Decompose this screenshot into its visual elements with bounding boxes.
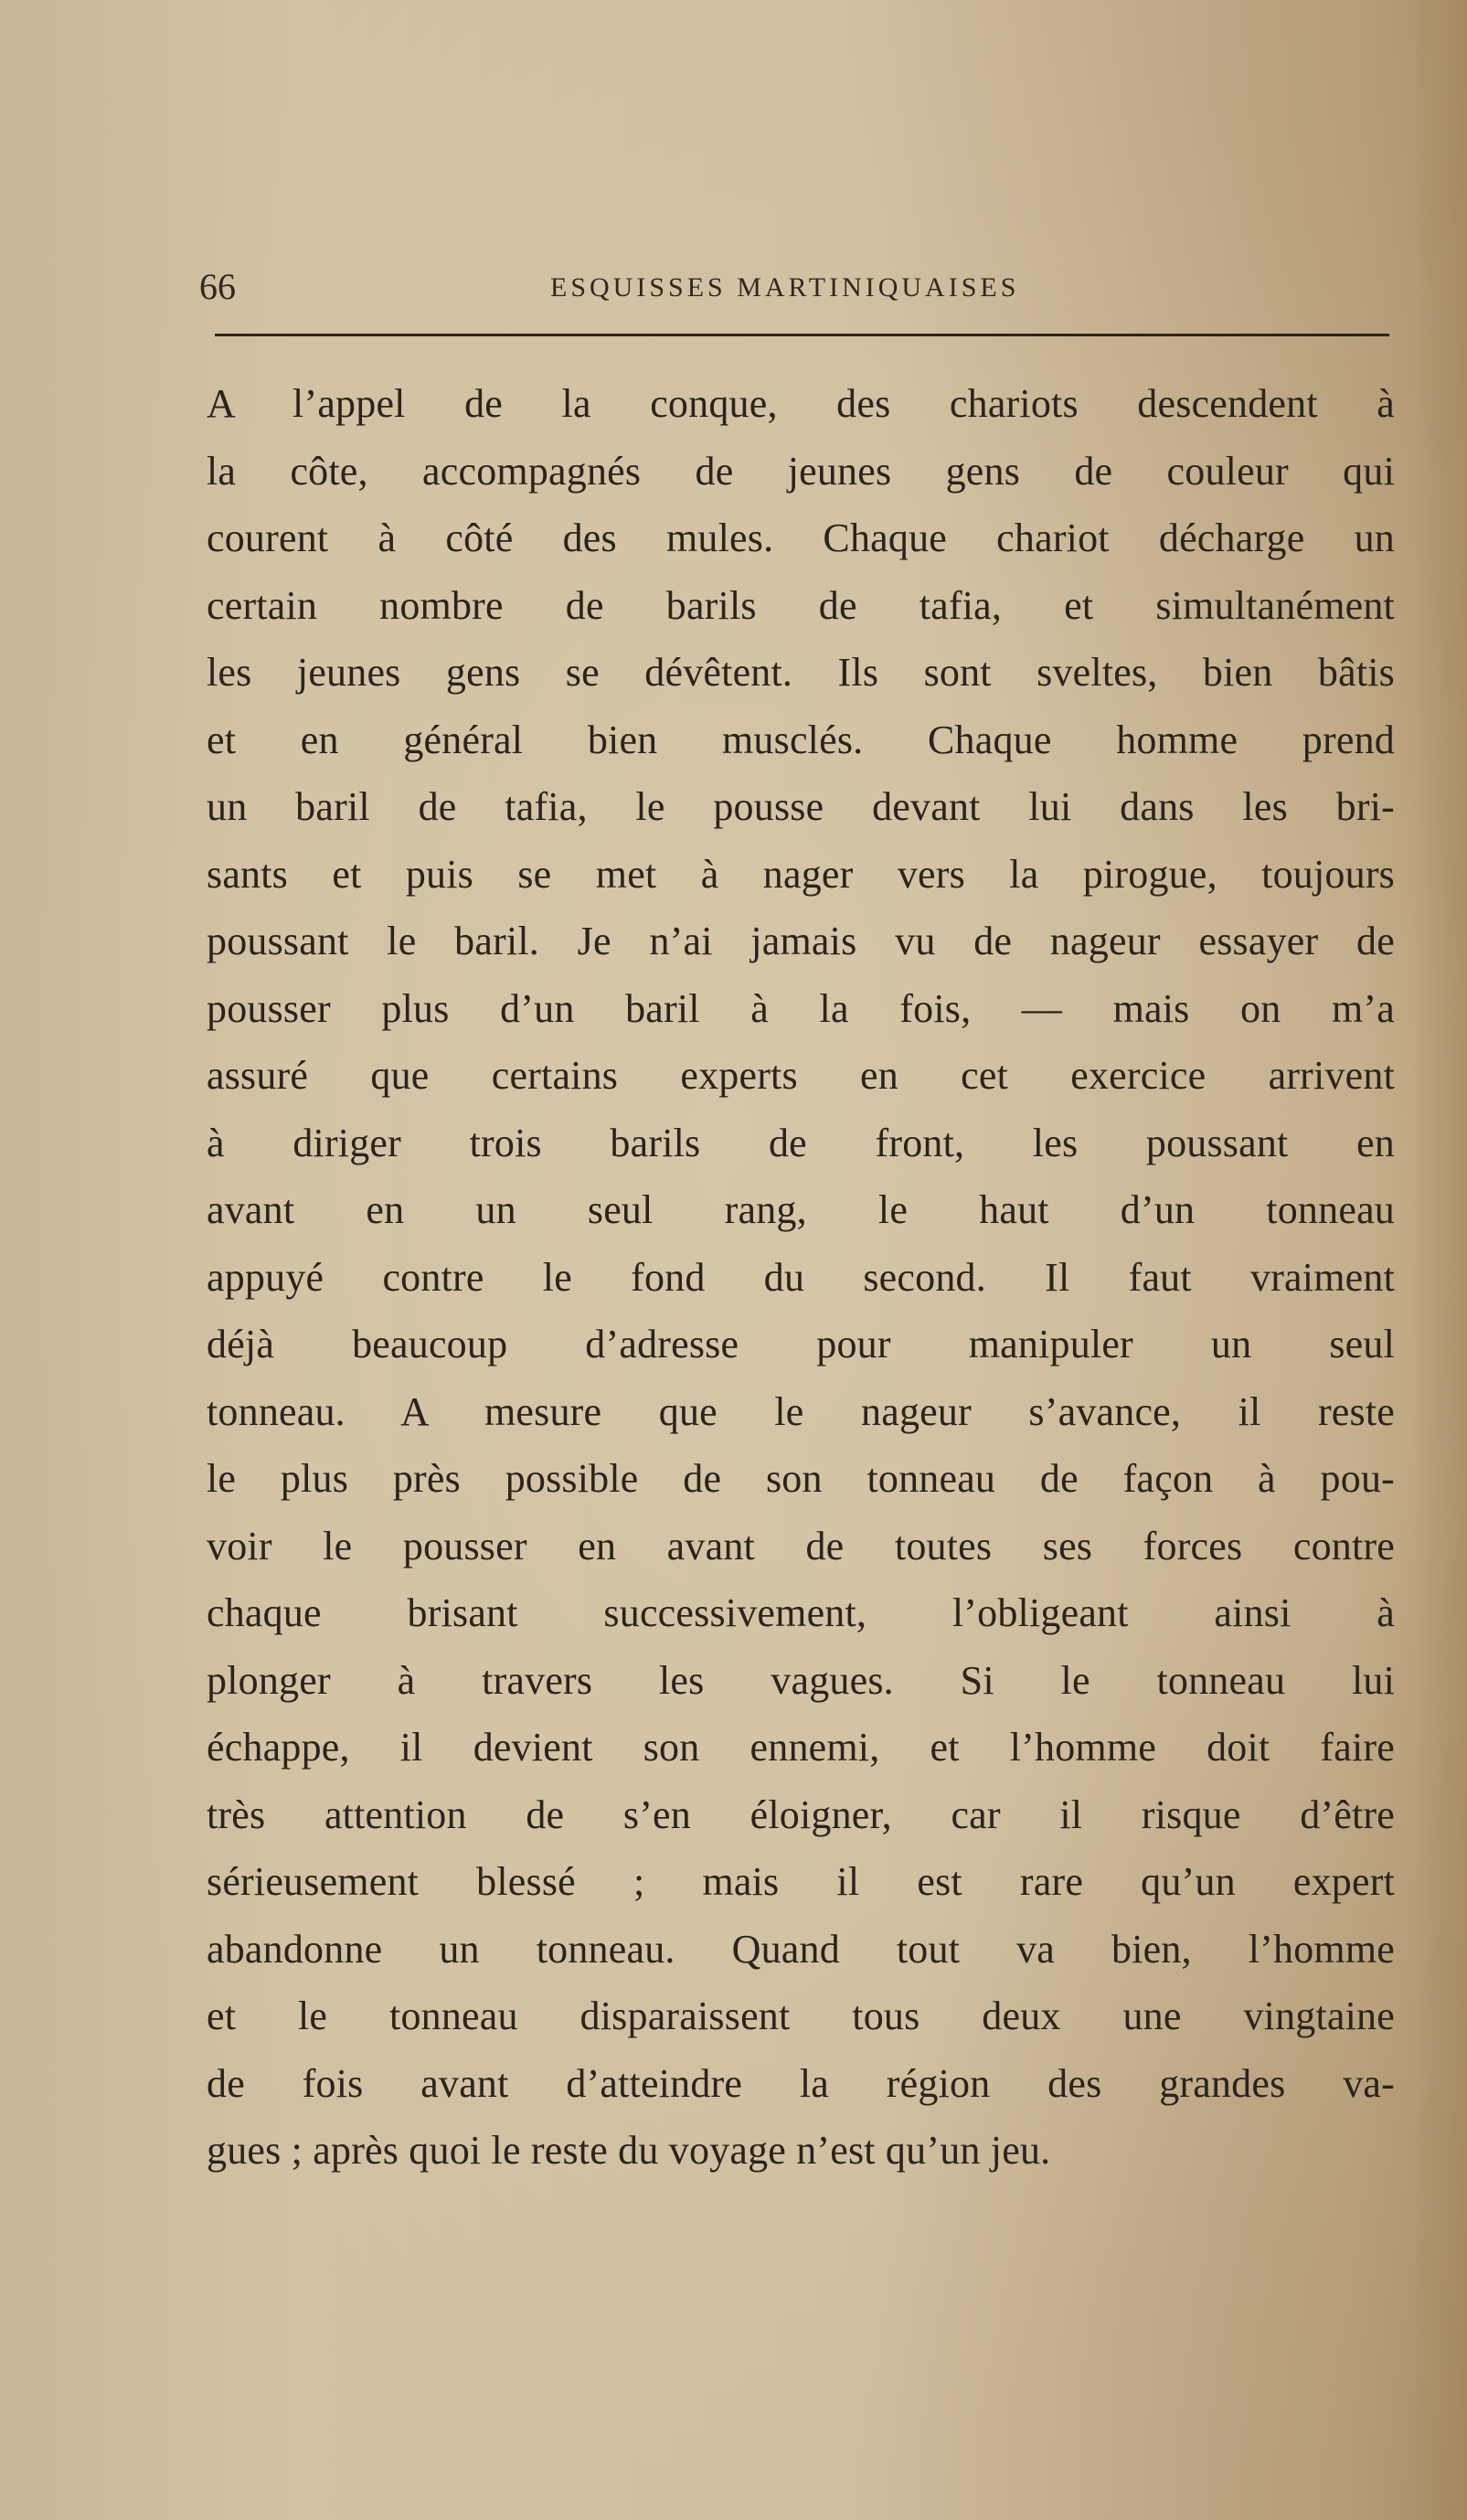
text-line: échappe, il devient son ennemi, et l’homme doit faire [207,1725,1395,1770]
page-header [199,265,1387,311]
text-line: A l’appel de la conque, des chariots descendent à [207,381,1395,426]
text-line: sérieusement blessé ; mais il est rare qu’un expert [207,1859,1395,1904]
text-line: de fois avant d’atteindre la région des grandes va- [207,2060,1395,2106]
text-line: très attention de s’en éloigner, car il risque d’être [207,1792,1395,1837]
text-line: la côte, accompagnés de jeunes gens de couleur qui [207,448,1395,494]
text-line: déjà beaucoup d’adresse pour manipuler un seul [207,1322,1395,1366]
text-line: appuyé contre le fond du second. Il faut vraiment [207,1254,1395,1300]
text-line: le plus près possible de son tonneau de façon à pou- [207,1456,1395,1501]
header-rule [215,334,1389,336]
text-line: avant en un seul rang, le haut d’un tonneau [207,1187,1395,1232]
text-line: à diriger trois barils de front, les poussant en [207,1120,1395,1165]
text-line: assuré que certains experts en cet exercice arrivent [207,1053,1395,1098]
text-line: abandonne un tonneau. Quand tout va bien, l’homme [207,1926,1395,1972]
text-line: tonneau. A mesure que le nageur s’avance, il reste [207,1388,1395,1434]
text-line: et le tonneau disparaissent tous deux une vingtaine [207,1994,1395,2038]
body-paragraph [207,370,1395,2185]
text-line: et en général bien musclés. Chaque homme prend [207,717,1395,762]
text-line: un baril de tafia, le pousse devant lui dans les bri- [207,784,1395,829]
text-line: voir le pousser en avant de toutes ses forces contre [207,1523,1395,1568]
text-line: certain nombre de barils de tafia, et simultanément [207,582,1395,628]
text-line: plonger à travers les vagues. Si le tonneau lui [207,1657,1395,1703]
text-line: chaque brisant successivement, l’obligeant ainsi à [207,1590,1395,1635]
text-line: sants et puis se met à nager vers la pirogue, toujours [207,851,1395,897]
page-number: 66 [199,266,236,307]
text-line: poussant le baril. Je n’ai jamais vu de nageur essayer de [207,919,1395,963]
text-line: les jeunes gens se dévêtent. Ils sont sveltes, bien bâtis [207,650,1395,695]
text-line: gues ; après quoi le reste du voyage n’est qu’un jeu. [207,2128,1051,2173]
text-line: courent à côté des mules. Chaque chariot décharge un [207,516,1395,560]
text-line: pousser plus d’un baril à la fois, — mais on m’a [207,985,1395,1031]
page-edge-shadow [1412,0,1467,2520]
running-title: ESQUISSES MARTINIQUAISES [550,272,1020,303]
